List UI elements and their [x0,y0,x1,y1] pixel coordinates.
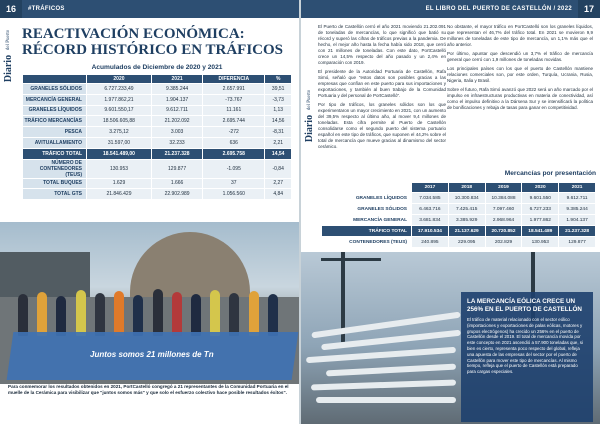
row-label: TOTAL GTS [23,189,87,200]
table-row [23,137,292,148]
table-header-cell: 2020 [87,75,152,84]
table-cell: 18.541.489,00 [87,148,152,159]
table-cell: 1.977.862 [522,215,559,226]
table-cell: 10.384.088 [485,193,522,204]
table-header-cell: % [265,75,292,84]
paragraph: Sobre el futuro, Rafa Simó avanzó que 2022 será un año marcado por el impulso en infraestructuras productivas en materia de conectividad, así como el impulso definitivo a la Dársena Sur y se intensificará la política de bonificaciones y rebaja de tasas para ganar en competitividad. [447,87,593,110]
table-row [23,159,292,178]
table-total-row [23,148,292,159]
table-cell: -0,84 [265,159,292,178]
table-cell: 14,54 [265,148,292,159]
table-cell: 1.977.862,21 [87,94,152,105]
table-cell: 2.657.991 [203,84,265,95]
table-header-cell [23,75,87,84]
table-cell: 9.385.244 [559,204,596,215]
row-label: GRANELES LÍQUIDOS [322,193,412,204]
table-cell: -272 [203,127,265,138]
paragraph: Por último, apuntar que descendió un 3,7% el tráfico de mercancía general que cerró con 1,9 millones de toneladas movidas. [447,51,593,62]
row-label: MERCANCÍA GENERAL [23,94,87,105]
table-body [23,84,292,200]
crowd-of-people [18,274,278,336]
row-label: GRANELES SÓLIDOS [23,84,87,95]
paragraph: No obstante, el mayor tráfico en PortCastelló son los graneles líquidos, que representan el 46,7% del tráfico total. En 2021 se movieron 9,9 millones de toneladas de este tipo de mercancía, un 1,1% más que el año anterior. [447,24,593,47]
table-cell: 21.137.629 [448,226,485,237]
table-cell: 4,84 [265,189,292,200]
row-label: PESCA [23,127,87,138]
table-cell: 18.506.605,88 [87,116,152,127]
table-cell: 129.877 [559,237,596,248]
table-cell: 2.968.964 [485,215,522,226]
table-row [23,189,292,200]
box-text: El tráfico de material relacionado con el sector eólico (importaciones y exportaciones de palas eólicas, motores y grupos electrógenos) ha crecido un 256% en el puerto de Castellón desde el 2019. El total de mercancía movida por este concepto en 2021 ascendió a 57.900 toneladas que, si bien es cierto, representa poco respecto del global, refleja una apuesta de las empresas del sector por el puerto de Castellón para mover este tipo de mercancías. Al mismo tiempo, refleja que el puerto de Castellón está preparado para cargas especiales. [467,317,583,375]
table-header-cell: 2021 [559,183,596,193]
row-label: TOTAL BUQUES [23,178,87,189]
table-cell: 636 [203,137,265,148]
left-page-number: 16 [0,0,22,18]
table-cell: 129.877 [151,159,202,178]
table-cell: 2,21 [265,137,292,148]
table-row [23,105,292,116]
section-tag: #TRÁFICOS [28,6,65,12]
paragraph: El presidente de la Autoridad Portuaria de Castellón, Rafa Simó, señaló que "estos datos son posibles gracias a las empresas que confían en este puerto para sus importaciones y exportaciones, y también al buen trabajo de la Comunidad Portuaria y del personal de PortCastelló". [318,69,446,98]
table-header-row [322,183,596,193]
table-cell: 14,56 [265,116,292,127]
table-cell: 9.612.711 [151,105,202,116]
table-row [23,116,292,127]
table-cell: 6.727.233 [522,204,559,215]
table-row [23,178,292,189]
table-cell: 18.541.489 [522,226,559,237]
table-cell: 2,27 [265,178,292,189]
brand-logo-right [304,90,315,142]
brand-name: Diario [3,54,14,83]
table-row [23,94,292,105]
goods-by-presentation-table [321,182,596,248]
table-cell: -3,73 [265,94,292,105]
row-label: CONTENEDORES (TEUS) [322,237,412,248]
table-cell: -8,31 [265,127,292,138]
table-cell: 2.695.758 [203,148,265,159]
table-header-cell: DIFERENCIA [203,75,265,84]
row-label: TRÁFICO MERCANCÍAS [23,116,87,127]
brand-sub: del Puerto [307,90,312,111]
table-cell: -1.095 [203,159,265,178]
table-cell: 11.161 [203,105,265,116]
table-row [322,204,596,215]
table-header-cell: 2018 [448,183,485,193]
table-row [322,215,596,226]
table-cell: 32.233 [151,137,202,148]
table-cell: 1.666 [151,178,202,189]
table-cell: 202.829 [485,237,522,248]
table-cell: 1.904.137 [151,94,202,105]
table-header-row [23,75,292,84]
table-cell: 1,13 [265,105,292,116]
table-cell: 21.846.429 [87,189,152,200]
table-cell: 31.597,00 [87,137,152,148]
table-cell: 1.056.560 [203,189,265,200]
table-cell: 9.601.550 [522,193,559,204]
article-headline: REACTIVACIÓN ECONÓMICA: RÉCORD HISTÓRICO EN TRÁFICOS [22,26,284,58]
table-header-cell: 2021 [151,75,202,84]
table-cell: 21.237.328 [151,148,202,159]
paragraph: El Puerto de Castellón cerró el año 2021 moviendo 21.202.091 de toneladas de mercancías, lo que significó que batió su récord y superó las cifras de tráficos previas a la pandemia. De hecho, el mejor año hasta la fecha había sido 2018, que cerró con 21 millones de toneladas. Con este dato, PortCastelló crece un 14,5% respecto del año pasado y un 2,4% en comparación con 2019. [318,24,446,65]
table-cell: 6.727.233,49 [87,84,152,95]
table-cell: 240.895 [412,237,449,248]
table-cell: 17.910.534 [412,226,449,237]
paragraph: Los principales países con los que el puerto de Castellón mantiene relaciones comerciales son, por este orden, Turquía, Ucrania, Rusia, Nigeria, Italia y Brasil. [447,66,593,83]
table-cell: 2.695.744 [203,116,265,127]
table-cell: 21.237.328 [559,226,596,237]
article-column-2 [447,24,593,114]
table-cell: 37 [203,178,265,189]
table-cell: 9.601.550,17 [87,105,152,116]
row-label: NÚMERO DE CONTENEDORES (TEUS) [23,159,87,178]
table-cell: 3.275,12 [87,127,152,138]
table-cell: 1.904.137 [559,215,596,226]
table-cell: 229.095 [448,237,485,248]
row-label: GRANELES SÓLIDOS [322,204,412,215]
group-photo [0,222,299,384]
table1-title: Acumulados de Diciembre de 2020 y 2021 [91,64,223,71]
table-row [322,237,596,248]
table-cell: 22.902.989 [151,189,202,200]
table-cell: 3.003 [151,127,202,138]
table-cell: 3.385.929 [448,215,485,226]
table-cell: 6.463.716 [412,204,449,215]
paragraph: Por tipo de tráficos, los graneles sólidos son los que experimentaron un mayor crecimiento en 2021, con un aumento del 39,5% respecto al último año, al mover 9,4 millones de toneladas. Esta cifra permite al Puerto de Castellón consolidarse como el segundo puerto del sistema portuario español en este tipo de tráficos, que suponen el 44,2% sobre el total de mercancía que mueve gracias al dinamismo del sector cerámico. [318,102,446,149]
banner-text: Juntos somos 21 millones de Tn [90,350,214,359]
table-total-row [322,226,596,237]
table-cell: 130.953 [87,159,152,178]
table-cell: 21.202.092 [151,116,202,127]
table-cell: 20.720.852 [485,226,522,237]
wind-cargo-box [461,292,593,422]
row-label: TRÁFICO TOTAL [23,148,87,159]
table-body [322,193,596,248]
row-label: TRÁFICO TOTAL [322,226,412,237]
right-header-bar [301,0,600,18]
table-row [23,84,292,95]
table-header-cell: 2019 [485,183,522,193]
row-label: GRANELES LÍQUIDOS [23,105,87,116]
table-cell: 7.425.415 [448,204,485,215]
photo-caption: Para conmemorar los resultados obtenidos en 2021, PortCastelló congregó a 21 representantes de la Comunidad Portuaria en el muelle de la Cerámica para visibilizar que "juntos somos más" y que solo el esfuerzo colectivo hace posible resultados éxitos". [8,384,289,395]
table-cell: 3.681.834 [412,215,449,226]
table-cell: 9.385.244 [151,84,202,95]
box-title: LA MERCANCÍA EÓLICA CRECE UN 256% EN EL PUERTO DE CASTELLÓN [467,298,582,313]
row-label: MERCANCÍA GENERAL [322,215,412,226]
table-cell: 9.612.711 [559,193,596,204]
table-cell: 130.953 [522,237,559,248]
table-cell: 7.097.460 [485,204,522,215]
accumulated-traffic-table [22,74,292,200]
table-cell: -73.767 [203,94,265,105]
table2-title: Mercancías por presentación [504,170,596,177]
right-page-number: 17 [578,0,600,18]
table-cell: 1.629 [87,178,152,189]
table-row [23,127,292,138]
table-header-cell: 2020 [522,183,559,193]
table-row [322,193,596,204]
table-cell: 39,51 [265,84,292,95]
table-header-cell [322,183,412,193]
brand-sub: del Puerto [6,30,11,51]
table-header-cell: 2017 [412,183,449,193]
left-page [0,0,299,424]
row-label: AVITUALLAMIENTO [23,137,87,148]
article-column-1 [318,24,446,153]
brand-name: Diario [304,114,315,143]
publication-title: EL LIBRO DEL PUERTO DE CASTELLÓN / 2022 [425,6,572,12]
left-header-bar [0,0,299,18]
brand-logo-left [3,30,14,82]
table-cell: 7.034.585 [412,193,449,204]
table-cell: 10.300.834 [448,193,485,204]
